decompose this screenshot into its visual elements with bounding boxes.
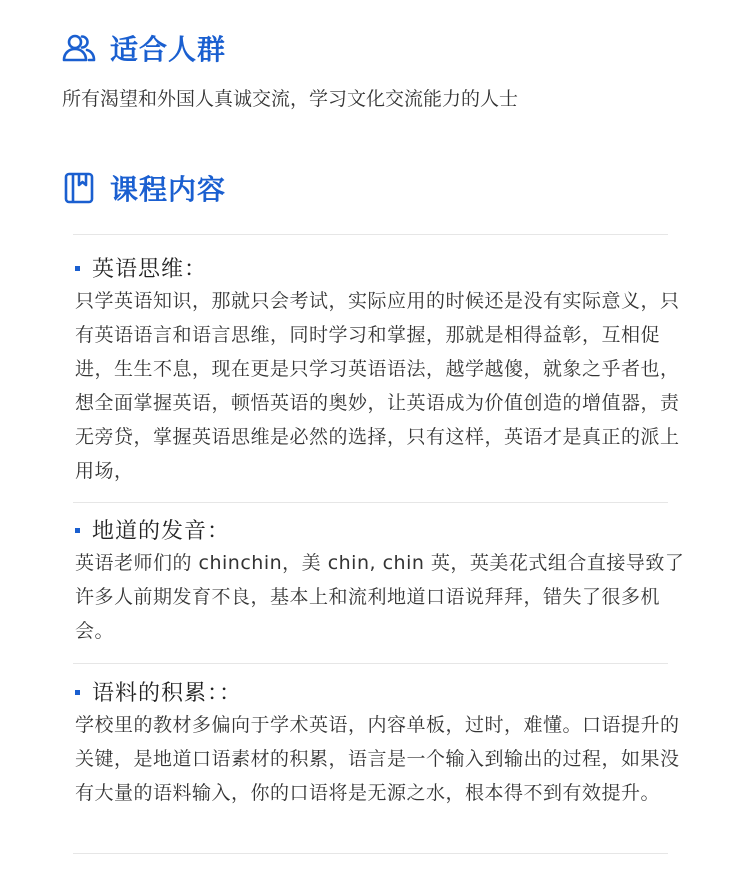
course-item-body: 学校里的教材多偏向于学术英语，内容单板，过时，难懂。口语提升的关键，是地道口语素材的积累，语言是一个输入到输出的过程，如果没有大量的语料输入，你的口语将是无源之水，根本得不到有效提升。 — [75, 714, 680, 804]
section-title-label: 适合人群 — [110, 33, 227, 66]
course-item-english-thinking — [75, 252, 685, 488]
course-item-title: 英语思维： — [92, 256, 208, 282]
people-icon — [62, 31, 96, 65]
course-item-title: 语料的积累：： — [92, 680, 243, 706]
course-item-corpus — [75, 676, 685, 810]
divider — [73, 853, 668, 854]
course-item-body: 英语老师们的 chinchin，美 chin, chin 英，英美花式组合直接导致了许多人前期发育不良，基本上和流利地道口语说拜拜，错失了很多机会。 — [75, 552, 685, 642]
course-item-pronunciation — [75, 514, 685, 648]
divider — [73, 234, 668, 235]
course-item-heading — [75, 676, 685, 706]
book-icon — [62, 171, 96, 205]
course-item-heading — [75, 514, 685, 544]
bullet-square-icon — [75, 266, 80, 271]
section-title-course — [62, 168, 226, 208]
bullet-square-icon — [75, 690, 80, 695]
audience-description: 所有渴望和外国人真诚交流，学习文化交流能力的人士 — [62, 88, 519, 110]
divider — [73, 502, 668, 503]
course-item-body: 只学英语知识，那就只会考试，实际应用的时候还是没有实际意义，只有英语语言和语言思维，同时学习和掌握，那就是相得益彰，互相促进，生生不息，现在更是只学习英语语法，越学越傻，就象之乎者也，想全面掌握英语，顿悟英语的奥妙，让英语成为价值创造的增值器，责无旁贷，掌握英语思维是必然的选择，只有这样，英语才是真正的派上用场， — [75, 290, 680, 482]
course-item-title: 地道的发音： — [92, 518, 231, 544]
bullet-square-icon — [75, 528, 80, 533]
section-title-audience — [62, 28, 226, 68]
section-title-label: 课程内容 — [110, 173, 227, 206]
course-item-heading — [75, 252, 685, 282]
divider — [73, 663, 668, 664]
